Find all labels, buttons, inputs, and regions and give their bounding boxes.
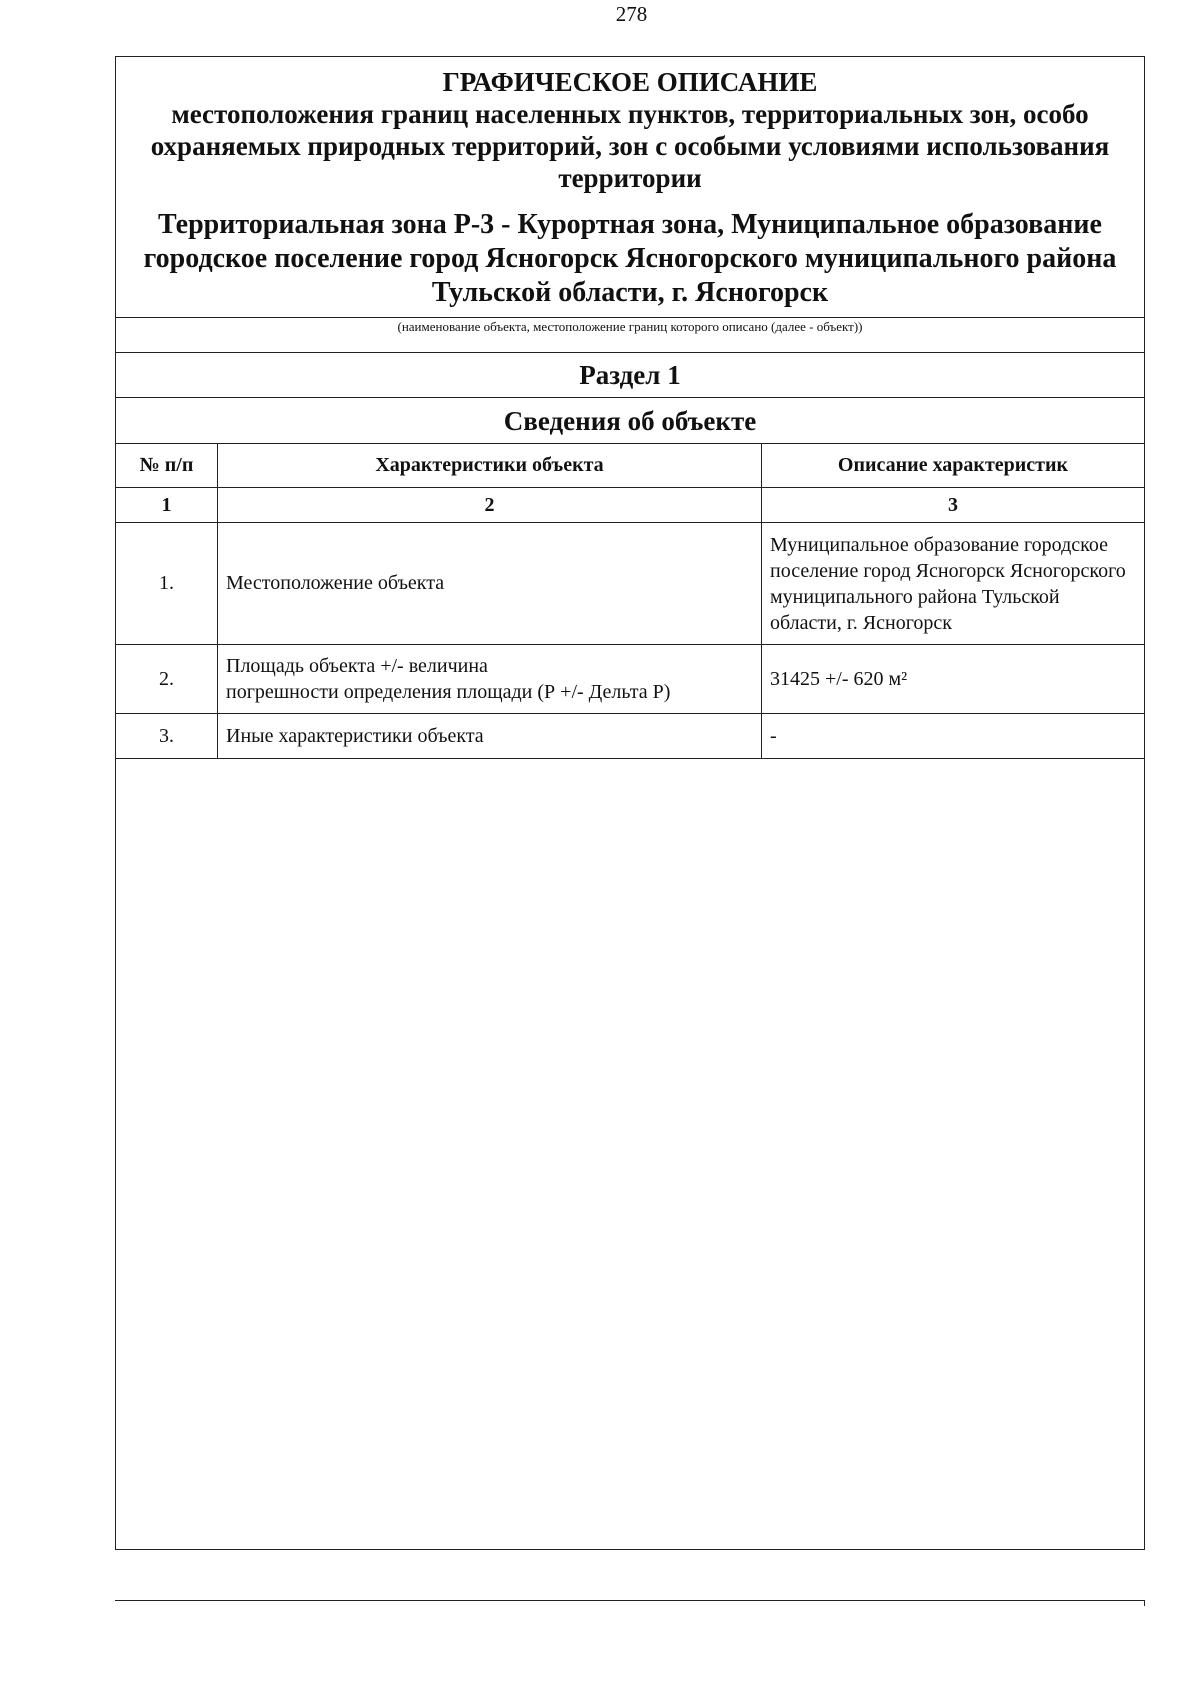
characteristic-line: Площадь объекта +/- величина [226,655,488,677]
table-row [116,523,1144,645]
header-characteristic: Характеристики объекта [218,444,762,488]
column-numbers-row [116,488,1144,523]
object-info-table [116,444,1144,759]
table-header-row [116,444,1144,488]
row-characteristic: Иные характеристики объекта [218,714,762,759]
row-number: 2. [116,645,218,714]
document-frame [115,56,1145,1550]
table-row [116,645,1144,714]
row-description: Муниципальное образование городское поселение город Ясногорск Ясногорского муниципального района Тульской области, г. Ясногорск [762,523,1145,645]
characteristic-line: погрешности определения площади (Р +/- Дельта Р) [226,681,671,703]
object-caption: (наименование объекта, местоположение границ которого описано (далее - объект)) [116,318,1144,353]
info-title: Сведения об объекте [116,398,1144,444]
header-description: Описание характеристик [762,444,1145,488]
column-number: 1 [116,488,218,523]
section-title: Раздел 1 [116,353,1144,398]
row-description: 31425 +/- 620 м² [762,645,1145,714]
document-header [116,57,1144,318]
table-row [116,714,1144,759]
header-number: № п/п [116,444,218,488]
document-subtitle: местоположения границ населенных пунктов, территориальных зон, особо охраняемых природных территорий, зон с особыми условиями использования территории [150,99,1110,193]
row-description: - [762,714,1145,759]
row-characteristic: Местоположение объекта [218,523,762,645]
row-characteristic [218,645,762,714]
document-title: ГРАФИЧЕСКОЕ ОПИСАНИЕ [442,67,818,97]
row-number: 3. [116,714,218,759]
row-number: 1. [116,523,218,645]
footer-divider [115,1600,1145,1601]
column-number: 3 [762,488,1145,523]
column-number: 2 [218,488,762,523]
page-number: 278 [615,2,648,26]
object-name: Территориальная зона Р-3 - Курортная зона, Муниципальное образование городское поселение город Ясногорск Ясногорского муниципального района Тульской области, г. Ясногорск [143,209,1117,308]
